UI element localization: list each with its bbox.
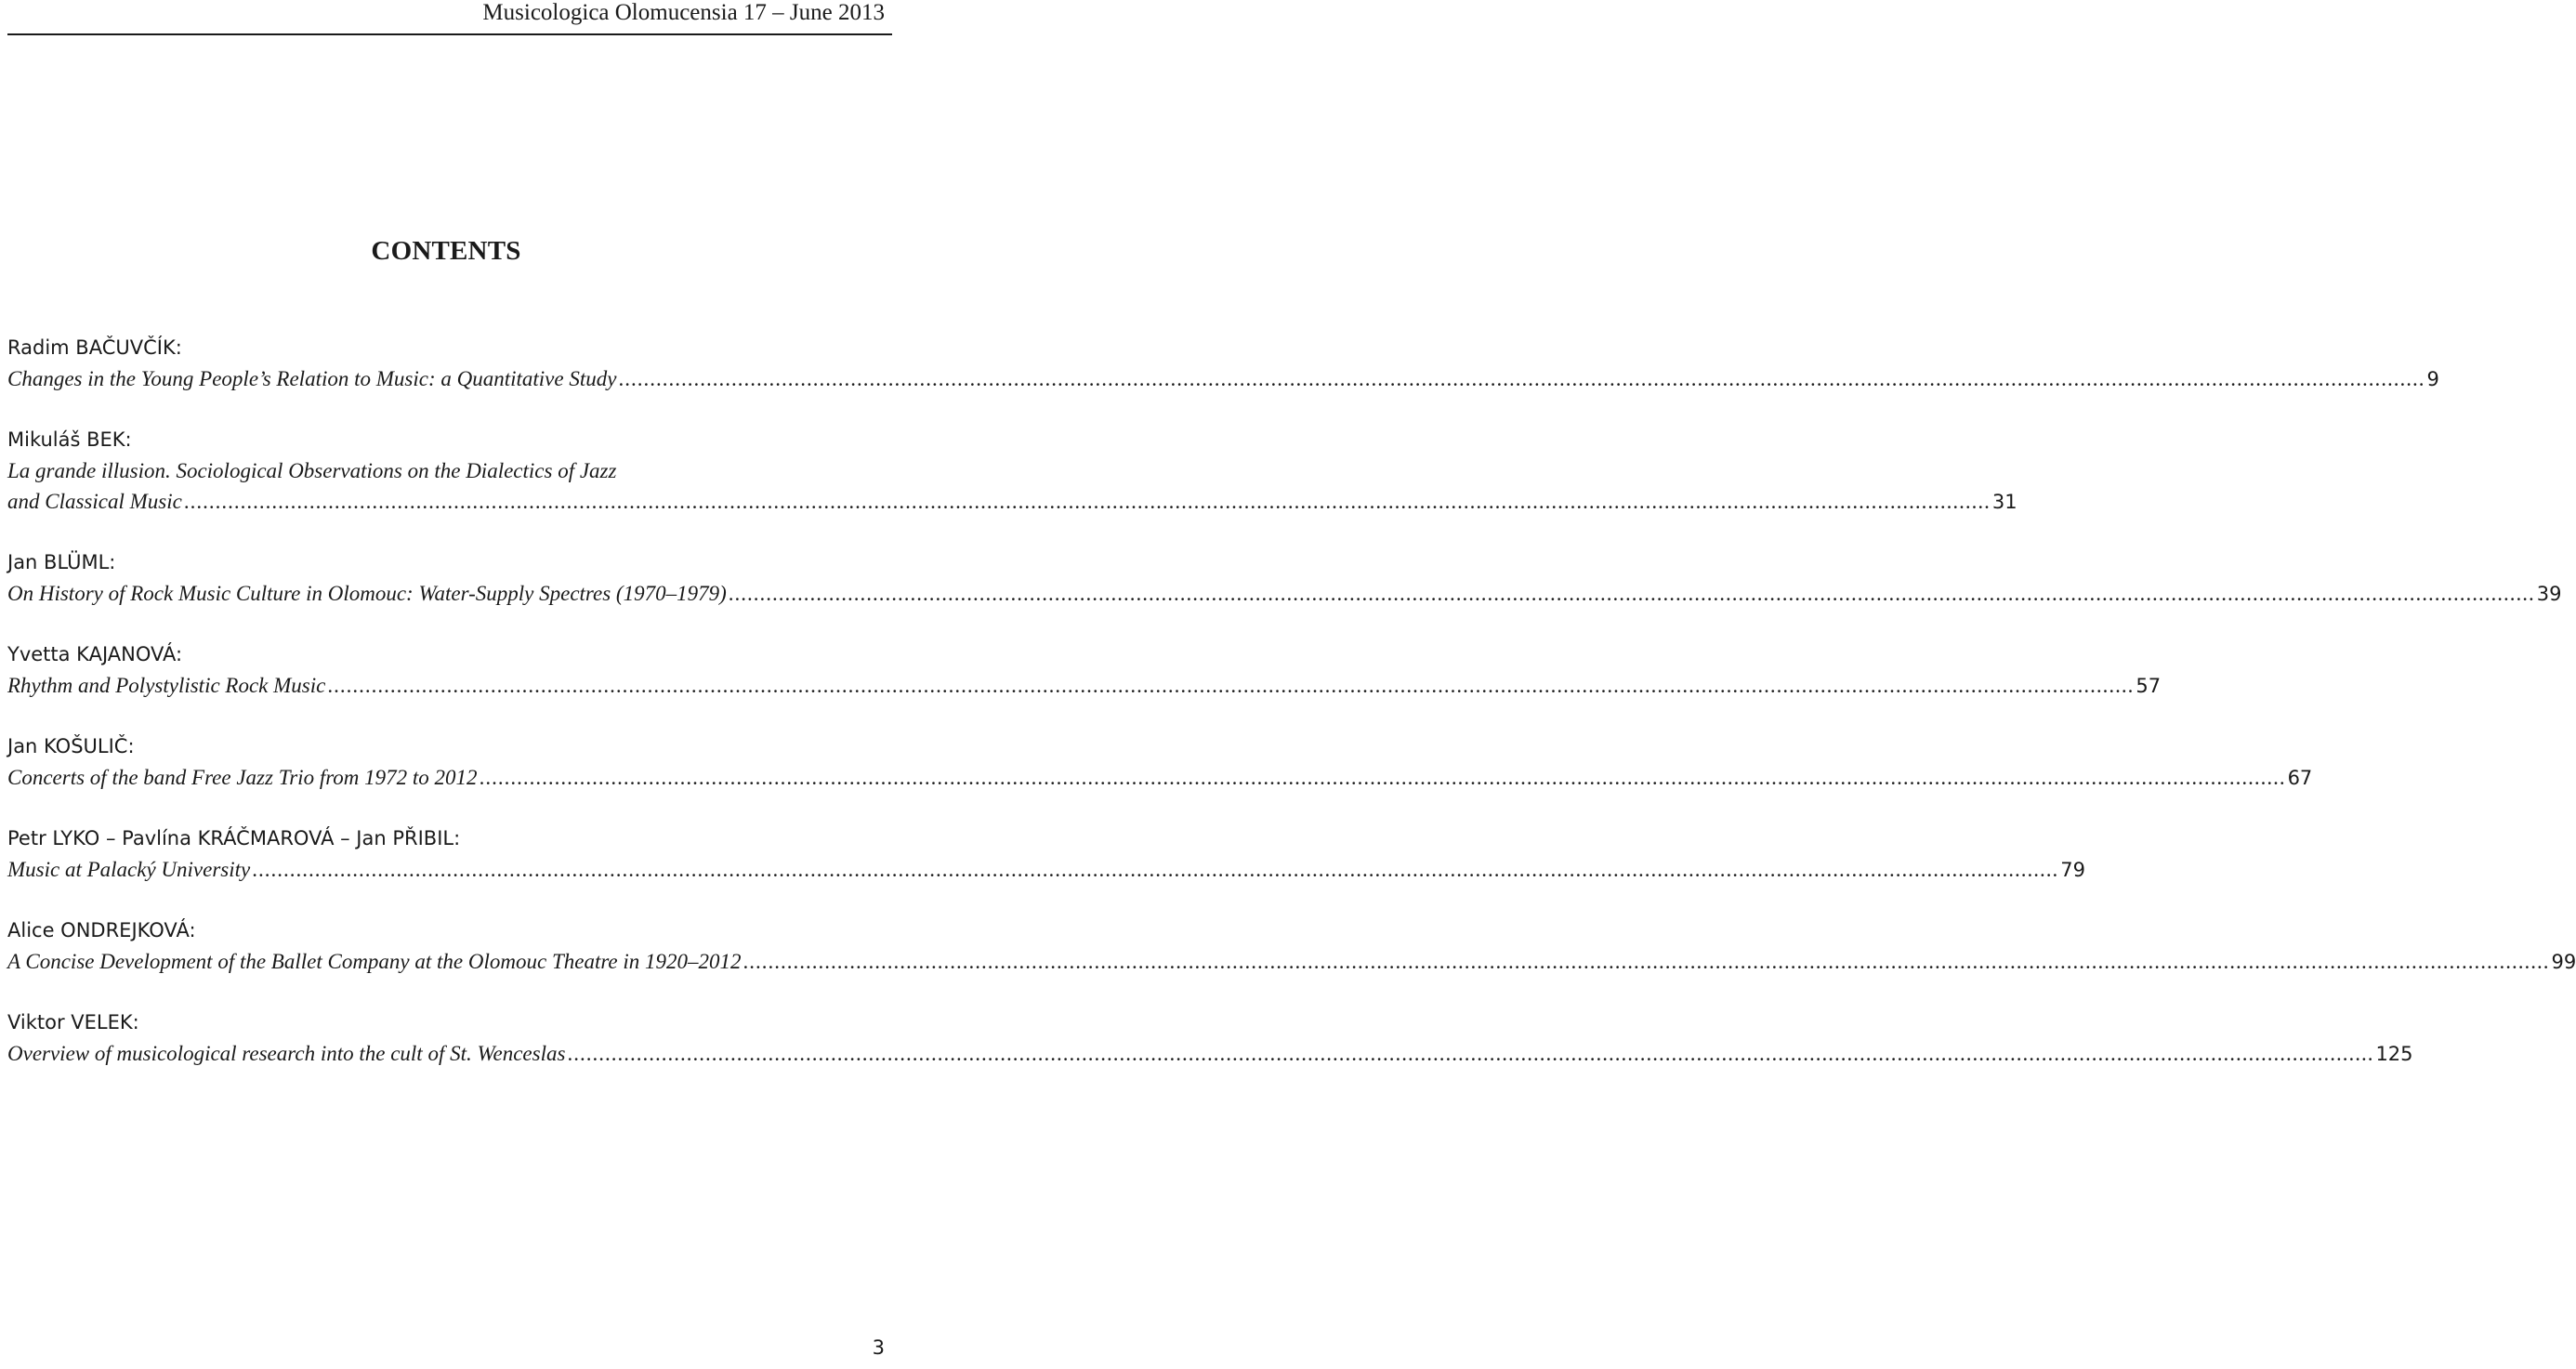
- toc-entry-page: 99: [2551, 951, 2576, 973]
- running-header: [0, 0, 892, 37]
- toc-entry-title: and Classical Music: [7, 490, 182, 513]
- toc-entry-title-row: [7, 578, 2562, 610]
- toc-entry-title-row: [7, 363, 2439, 395]
- dot-leader: [480, 762, 2286, 793]
- toc-entry-author: Petr LYKO – Pavlína KRÁČMAROVÁ – Jan PŘIBIL:: [7, 827, 461, 849]
- toc-entry-title-row: [7, 1038, 2413, 1070]
- toc-entry-title: On History of Rock Music Culture in Olomouc: Water-Supply Spectres (1970–1979): [7, 582, 727, 605]
- toc-entry: [7, 915, 2576, 978]
- toc-entry-author: Radim BAČUVČÍK:: [7, 336, 182, 359]
- toc-entry-title: Changes in the Young People’s Relation to Music: a Quantitative Study: [7, 367, 617, 390]
- header-rule: [7, 33, 892, 35]
- toc-entry-title: Rhythm and Polystylistic Rock Music: [7, 674, 326, 697]
- toc-entry-title-row: [7, 486, 2017, 518]
- toc-entry-author: Alice ONDREJKOVÁ:: [7, 919, 196, 941]
- toc-entry-author: Mikuláš BEK:: [7, 428, 132, 451]
- toc-entry-author: Yvetta KAJANOVÁ:: [7, 643, 183, 665]
- toc-entry: [7, 425, 2017, 518]
- table-of-contents: [7, 333, 2576, 1070]
- page-title: CONTENTS: [371, 236, 521, 266]
- dot-leader: [567, 1038, 2373, 1069]
- toc-entry-title-row: [7, 670, 2162, 702]
- running-title: Musicologica Olomucensia 17 – June 2013: [482, 0, 885, 25]
- toc-entry-author: Jan KOŠULIČ:: [7, 735, 135, 757]
- toc-entry-page: 79: [2060, 859, 2085, 881]
- dot-leader: [743, 946, 2550, 977]
- toc-entry-page: 39: [2536, 583, 2562, 605]
- toc-entry-title-row: [7, 762, 2313, 794]
- toc-entry-page: 125: [2375, 1043, 2413, 1065]
- page-number: 3: [872, 1336, 885, 1359]
- toc-entry-page: 57: [2136, 675, 2162, 697]
- toc-entry-page: 9: [2426, 368, 2439, 390]
- toc-entry: [7, 1007, 2413, 1070]
- toc-entry: [7, 333, 2439, 395]
- toc-entry-title: Overview of musicological research into the cult of St. Wenceslas: [7, 1042, 566, 1065]
- toc-entry: [7, 823, 2085, 886]
- toc-entry-title-row: [7, 854, 2085, 886]
- toc-entry-title: Concerts of the band Free Jazz Trio from 1972 to 2012: [7, 766, 478, 789]
- toc-entry-title: A Concise Development of the Ballet Company at the Olomouc Theatre in 1920–2012: [7, 950, 742, 973]
- toc-entry: [7, 731, 2313, 794]
- toc-entry: [7, 639, 2162, 702]
- dot-leader: [729, 578, 2535, 609]
- dot-leader: [184, 486, 1991, 517]
- toc-entry-author: Jan BLÜML:: [7, 551, 116, 573]
- toc-entry-title-line: La grande illusion. Sociological Observations on the Dialectics of Jazz: [7, 459, 617, 482]
- toc-entry: [7, 547, 2562, 610]
- toc-entry-author: Viktor VELEK:: [7, 1011, 139, 1033]
- toc-entry-page: 67: [2287, 767, 2313, 789]
- dot-leader: [618, 363, 2425, 394]
- dot-leader: [327, 670, 2134, 701]
- toc-entry-page: 31: [1991, 491, 2017, 513]
- toc-entry-title-row: [7, 946, 2576, 978]
- toc-entry-title: Music at Palacký University: [7, 858, 251, 881]
- dot-leader: [252, 854, 2058, 885]
